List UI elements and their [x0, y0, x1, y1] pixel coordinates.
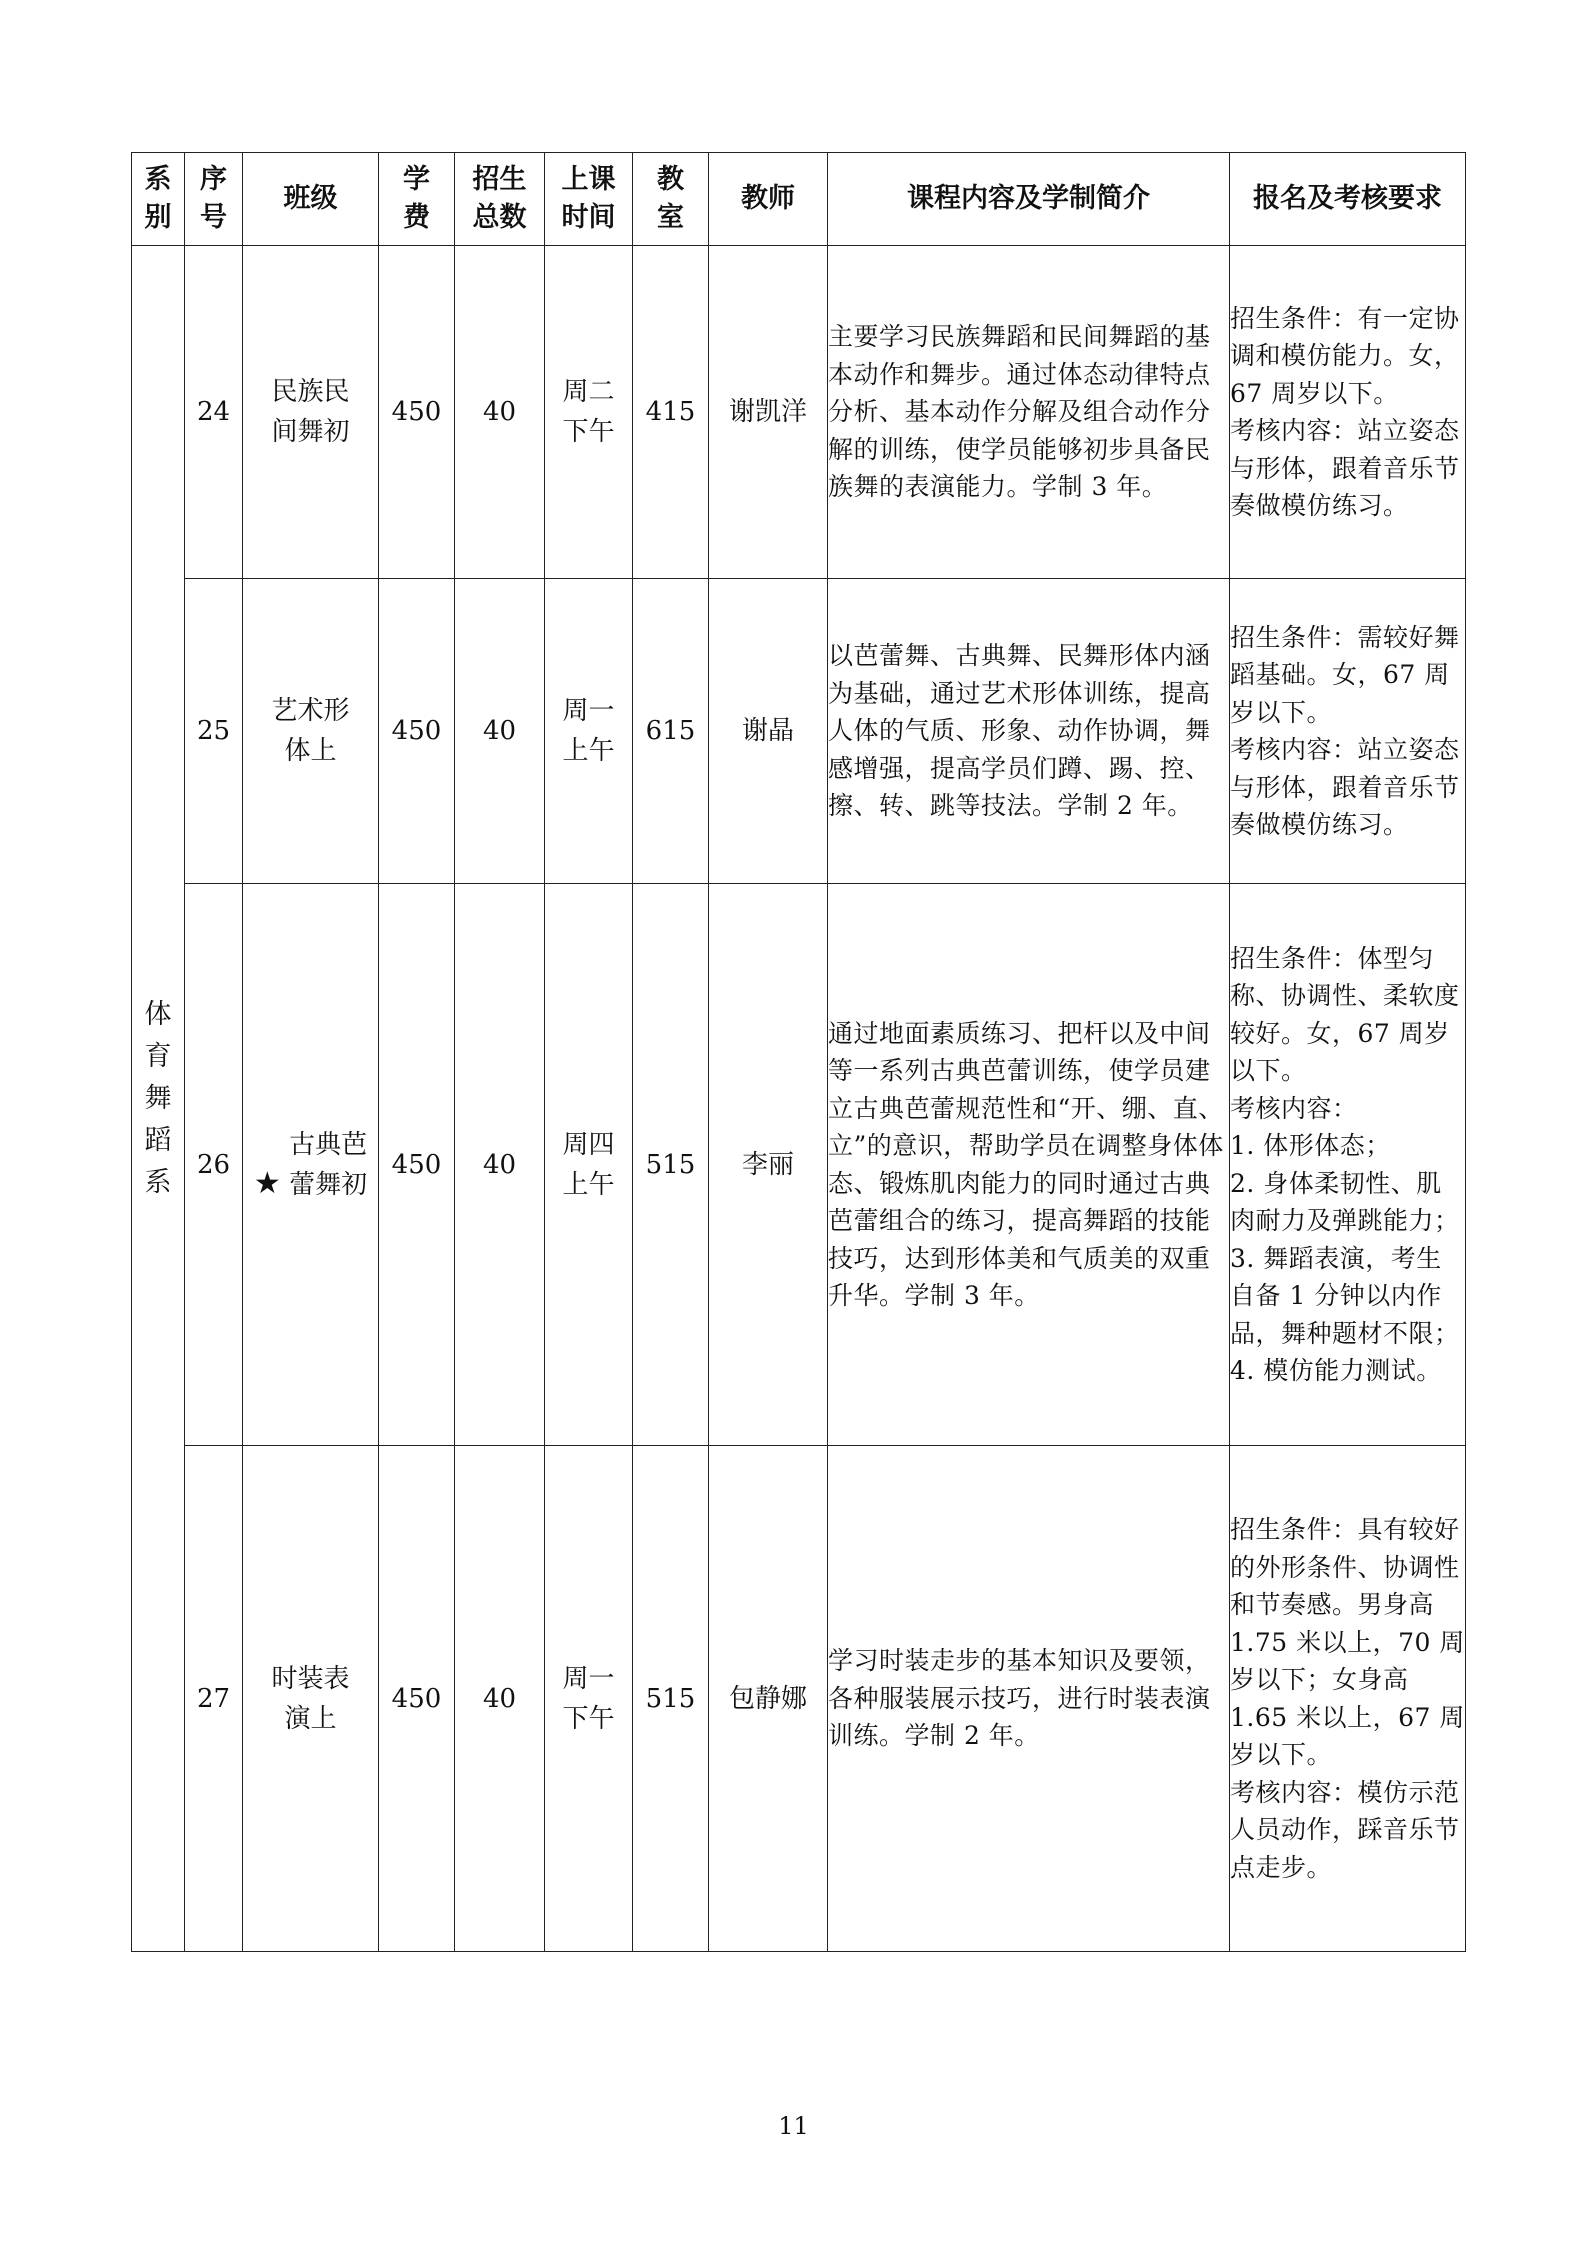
- class-cell: [243, 579, 379, 884]
- intro-cell: 以芭蕾舞、古典舞、民舞形体内涵为基础，通过艺术形体训练，提高人体的气质、形象、动作协调，舞感增强，提高学员们蹲、踢、控、擦、转、跳等技法。学制 2 年。: [828, 579, 1230, 884]
- room-cell: 415: [633, 246, 709, 579]
- class-cell: [243, 884, 379, 1446]
- star-icon: ★: [253, 1165, 281, 1201]
- table-row: [132, 579, 1466, 884]
- teacher-cell: 包静娜: [709, 1446, 828, 1952]
- table-row: [132, 1446, 1466, 1952]
- header-time: 上课 时间: [545, 153, 633, 246]
- requirements-cell: 招生条件：体型匀称、协调性、柔软度较好。女，67 周岁以下。 考核内容： 1. 体形体态； 2. 身体柔韧性、肌肉耐力及弹跳能力； 3. 舞蹈表演，考生自备 1 分钟以内作品，舞种题材不限； 4. 模仿能力测试。: [1230, 884, 1466, 1446]
- fee-cell: 450: [379, 884, 455, 1446]
- class-name: 民族民 间舞初: [271, 377, 350, 447]
- header-quota: 招生 总数: [455, 153, 545, 246]
- header-seq: 序 号: [185, 153, 243, 246]
- quota-cell: 40: [455, 884, 545, 1446]
- fee-cell: 450: [379, 1446, 455, 1952]
- time-cell: 周一 下午: [545, 1446, 633, 1952]
- quota-cell: 40: [455, 579, 545, 884]
- class-name: 古典芭 蕾舞初: [289, 1129, 368, 1200]
- teacher-cell: 李丽: [709, 884, 828, 1446]
- time-cell: 周二 下午: [545, 246, 633, 579]
- teacher-cell: 谢凯洋: [709, 246, 828, 579]
- time-cell: 周四 上午: [545, 884, 633, 1446]
- page-number: 11: [778, 2112, 809, 2140]
- room-cell: 615: [633, 579, 709, 884]
- seq-cell: 27: [185, 1446, 243, 1952]
- quota-cell: 40: [455, 1446, 545, 1952]
- header-row: [132, 153, 1466, 246]
- class-cell: [243, 246, 379, 579]
- header-room: 教 室: [633, 153, 709, 246]
- teacher-cell: 谢晶: [709, 579, 828, 884]
- seq-cell: 24: [185, 246, 243, 579]
- intro-cell: 主要学习民族舞蹈和民间舞蹈的基本动作和舞步。通过体态动律特点分析、基本动作分解及组合动作分解的训练，使学员能够初步具备民族舞的表演能力。学制 3 年。: [828, 246, 1230, 579]
- intro-cell: 通过地面素质练习、把杆以及中间等一系列古典芭蕾训练，使学员建立古典芭蕾规范性和“开、绷、直、立”的意识，帮助学员在调整身体体态、锻炼肌肉能力的同时通过古典芭蕾组合的练习，提高舞蹈的技能技巧，达到形体美和气质美的双重升华。学制 3 年。: [828, 884, 1230, 1446]
- requirements-cell: 招生条件：有一定协调和模仿能力。女，67 周岁以下。 考核内容：站立姿态与形体，跟着音乐节奏做模仿练习。: [1230, 246, 1466, 579]
- department-cell: 体育舞蹈系: [132, 246, 185, 1952]
- intro-cell: 学习时装走步的基本知识及要领，各种服装展示技巧，进行时装表演训练。学制 2 年。: [828, 1446, 1230, 1952]
- header-requirements: 报名及考核要求: [1230, 153, 1466, 246]
- class-cell: [243, 1446, 379, 1952]
- requirements-cell: 招生条件：具有较好的外形条件、协调性和节奏感。男身高 1.75 米以上，70 周岁以下；女身高 1.65 米以上，67 周岁以下。 考核内容：模仿示范人员动作，踩音乐节点走步。: [1230, 1446, 1466, 1952]
- class-name: 艺术形 体上: [271, 696, 350, 766]
- course-table: [131, 152, 1466, 1952]
- requirements-cell: 招生条件：需较好舞蹈基础。女，67 周岁以下。 考核内容：站立姿态与形体，跟着音乐节奏做模仿练习。: [1230, 579, 1466, 884]
- header-fee: 学 费: [379, 153, 455, 246]
- seq-cell: 25: [185, 579, 243, 884]
- seq-cell: 26: [185, 884, 243, 1446]
- table-row: [132, 884, 1466, 1446]
- header-class: 班级: [243, 153, 379, 246]
- room-cell: 515: [633, 884, 709, 1446]
- header-dept: 系 别: [132, 153, 185, 246]
- room-cell: 515: [633, 1446, 709, 1952]
- table-row: [132, 246, 1466, 579]
- time-cell: 周一 上午: [545, 579, 633, 884]
- header-teacher: 教师: [709, 153, 828, 246]
- fee-cell: 450: [379, 246, 455, 579]
- quota-cell: 40: [455, 246, 545, 579]
- class-name: 时装表 演上: [271, 1663, 350, 1734]
- header-intro: 课程内容及学制简介: [828, 153, 1230, 246]
- fee-cell: 450: [379, 579, 455, 884]
